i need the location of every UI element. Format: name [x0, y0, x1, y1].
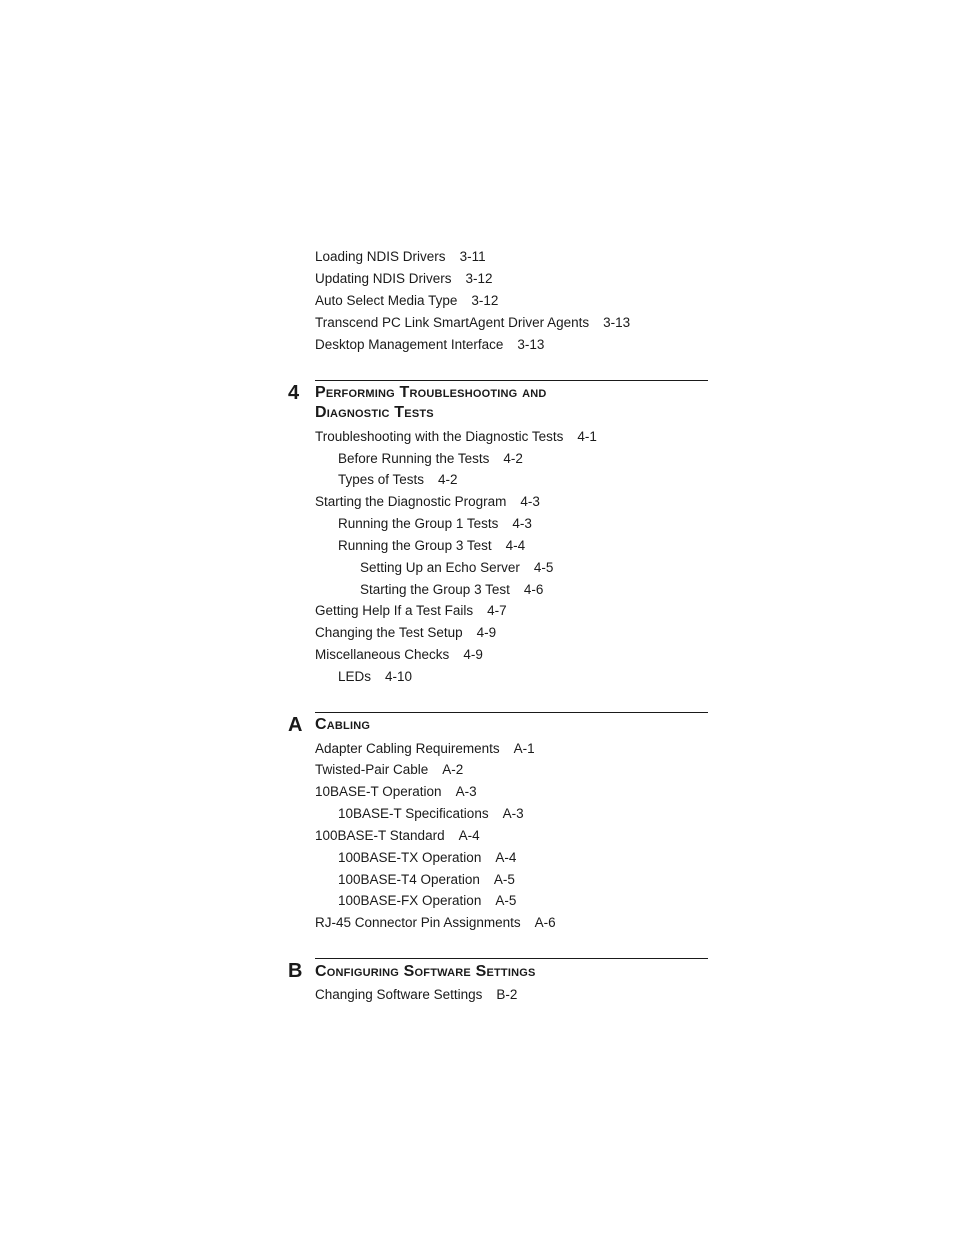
- toc-subentry[interactable]: [338, 515, 532, 533]
- toc-entry-title: RJ-45 Connector Pin Assignments: [315, 915, 521, 930]
- appendix-title[interactable]: Configuring Software Settings: [315, 963, 536, 980]
- toc-entry[interactable]: [315, 248, 486, 266]
- toc-entry-title: Changing the Test Setup: [315, 625, 463, 640]
- toc-entry[interactable]: [315, 292, 498, 310]
- toc-entry-page: A-6: [534, 915, 556, 930]
- toc-entry-title: Auto Select Media Type: [315, 293, 458, 308]
- toc-entry-page: A-3: [502, 806, 524, 821]
- toc-entry-page: 3-11: [459, 249, 486, 264]
- toc-entry-page: 4-2: [438, 472, 458, 487]
- toc-entry-page: 3-13: [603, 315, 631, 330]
- chapter-title-continued[interactable]: Diagnostic Tests: [315, 404, 434, 421]
- toc-entry-page: B-2: [496, 987, 518, 1002]
- toc-entry[interactable]: [315, 914, 556, 932]
- toc-subentry[interactable]: [338, 849, 516, 867]
- appendix-divider: [315, 958, 708, 959]
- toc-entry-title: Loading NDIS Drivers: [315, 249, 446, 264]
- toc-entry-page: 4-2: [503, 451, 523, 466]
- toc-entry[interactable]: [315, 646, 483, 664]
- toc-entry-page: A-1: [513, 741, 535, 756]
- toc-entry[interactable]: [315, 827, 480, 845]
- toc-entry-title: 10BASE-T Operation: [315, 784, 442, 799]
- toc-subsubentry[interactable]: [360, 559, 553, 577]
- toc-subentry[interactable]: [338, 471, 458, 489]
- toc-entry[interactable]: [315, 624, 496, 642]
- toc-subentry[interactable]: [338, 537, 525, 555]
- toc-entry[interactable]: [315, 740, 535, 758]
- toc-entry-page: 3-12: [465, 271, 493, 286]
- toc-entry-title: 10BASE-T Specifications: [338, 806, 489, 821]
- toc-entry-page: 4-9: [463, 647, 483, 662]
- toc-entry-page: 4-7: [487, 603, 507, 618]
- chapter-number: 4: [288, 382, 300, 404]
- toc-entry-title: Twisted-Pair Cable: [315, 762, 429, 777]
- toc-entry-page: A-5: [493, 872, 515, 887]
- chapter-title[interactable]: Performing Troubleshooting and: [315, 384, 547, 401]
- toc-entry-page: 4-4: [505, 538, 526, 553]
- toc-subentry[interactable]: [338, 668, 412, 686]
- toc-entry-title: LEDs: [338, 669, 372, 684]
- toc-entry-title: Setting Up an Echo Server: [360, 560, 520, 575]
- toc-entry-title: Desktop Management Interface: [315, 337, 504, 352]
- toc-entry-page: 4-10: [385, 669, 413, 684]
- toc-subentry[interactable]: [338, 892, 516, 910]
- toc-entry[interactable]: [315, 314, 630, 332]
- toc-entry-title: Starting the Diagnostic Program: [315, 494, 507, 509]
- toc-entry-title: Running the Group 1 Tests: [338, 516, 499, 531]
- toc-entry-page: A-4: [458, 828, 480, 843]
- toc-entry[interactable]: [315, 783, 477, 801]
- toc-entry[interactable]: [315, 428, 597, 446]
- toc-entry-title: Starting the Group 3 Test: [360, 582, 510, 597]
- toc-entry-title: 100BASE-T4 Operation: [338, 872, 480, 887]
- toc-entry-title: 100BASE-T Standard: [315, 828, 445, 843]
- toc-entry-title: Before Running the Tests: [338, 451, 490, 466]
- toc-subentry[interactable]: [338, 450, 523, 468]
- toc-entry-title: Running the Group 3 Test: [338, 538, 492, 553]
- toc-entry-title: 100BASE-FX Operation: [338, 893, 482, 908]
- toc-entry[interactable]: [315, 336, 544, 354]
- appendix-title[interactable]: Cabling: [315, 716, 371, 733]
- toc-subsubentry[interactable]: [360, 581, 543, 599]
- toc-entry-title: Updating NDIS Drivers: [315, 271, 452, 286]
- toc-entry[interactable]: [315, 493, 540, 511]
- appendix-letter: A: [288, 714, 303, 736]
- chapter-divider: [315, 380, 708, 381]
- toc-entry-title: Changing Software Settings: [315, 987, 483, 1002]
- toc-entry-page: 3-13: [517, 337, 545, 352]
- toc-subentry[interactable]: [338, 805, 524, 823]
- toc-entry-page: 4-5: [533, 560, 554, 575]
- toc-entry-page: 4-6: [523, 582, 544, 597]
- appendix-divider: [315, 712, 708, 713]
- toc-entry-title: Types of Tests: [338, 472, 425, 487]
- toc-entry-page: A-5: [495, 893, 517, 908]
- toc-entry-page: A-2: [442, 762, 464, 777]
- toc-entry-page: 4-1: [577, 429, 597, 444]
- toc-entry-title: Adapter Cabling Requirements: [315, 741, 500, 756]
- toc-entry-title: Getting Help If a Test Fails: [315, 603, 474, 618]
- toc-subentry[interactable]: [338, 871, 515, 889]
- toc-entry-page: A-3: [455, 784, 477, 799]
- toc-entry-title: Miscellaneous Checks: [315, 647, 450, 662]
- toc-entry-page: A-4: [495, 850, 517, 865]
- toc-entry-page: 4-3: [520, 494, 540, 509]
- toc-entry[interactable]: [315, 270, 493, 288]
- toc-entry-title: Transcend PC Link SmartAgent Driver Agents: [315, 315, 590, 330]
- appendix-letter: B: [288, 960, 303, 982]
- toc-entry-page: 3-12: [471, 293, 499, 308]
- toc-entry[interactable]: [315, 761, 463, 779]
- toc-entry[interactable]: [315, 986, 517, 1004]
- toc-entry[interactable]: [315, 602, 507, 620]
- toc-entry-title: 100BASE-TX Operation: [338, 850, 482, 865]
- toc-entry-page: 4-9: [476, 625, 497, 640]
- toc-entry-page: 4-3: [512, 516, 532, 531]
- toc-entry-title: Troubleshooting with the Diagnostic Tests: [315, 429, 564, 444]
